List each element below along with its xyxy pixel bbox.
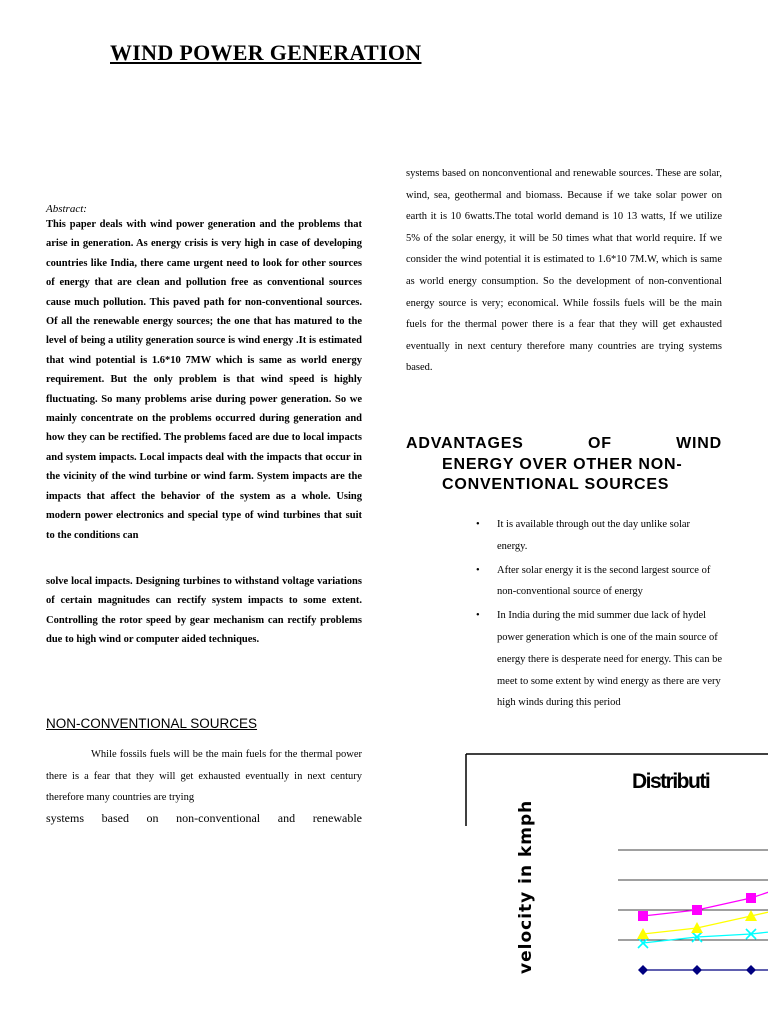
right-column-paragraph: systems based on nonconventional and renewable sources. These are solar, wind, sea, geothermal and biomass. Because if we take solar power on earth it is 10 6watts.The total world demand is 10 13 watts, If we utilize 5% of the solar energy, it will be 50 times what that world require. If we consider the wind potential it is estimated to 1.6*10 7M.W, which is same as world energy consumption. So the development of non-conventional energy source is very; economical. While fossils fuels will be the main fuels for the thermal power there is a fear that they will get exhausted eventually in next century therefore many countries are trying systems based.	[406, 168, 722, 374]
data-point	[638, 911, 648, 921]
data-point	[746, 893, 756, 903]
chart-series	[637, 875, 768, 975]
advantages-heading-line1: ADVANTAGES OF WIND	[406, 435, 722, 452]
bullet-icon: •	[476, 564, 480, 576]
list-item	[470, 605, 722, 714]
advantages-heading	[406, 434, 722, 496]
chart-title: Distributi	[632, 770, 710, 793]
chart-gridlines	[618, 850, 768, 940]
list-item-text: In India during the mid summer due lack of hydel power generation which is one of the main source of energy there is desperate need for energy. This can be meet to some extent by wind energy as there are very high winds during this period	[497, 610, 722, 709]
list-item	[470, 560, 722, 604]
list-item-text: After solar energy it is the second largest source of non-conventional source of energy	[497, 564, 711, 598]
data-point	[638, 965, 648, 975]
nonconventional-last-line: systems based on non-conventional and renewable	[46, 811, 362, 825]
data-point	[692, 965, 702, 975]
nonconventional-body: While fossils fuels will be the main fuels for the thermal power there is a fear that they will get exhausted eventually in next century therefore many countries are trying	[46, 749, 362, 803]
wind-distribution-chart	[462, 740, 768, 1024]
advantages-heading-line2: ENERGY OVER OTHER NON-	[442, 455, 683, 473]
advantages-heading-line3: CONVENTIONAL SOURCES	[442, 476, 670, 493]
data-point	[746, 965, 756, 975]
abstract-text: This paper deals with wind power generation and the problems that arise in generation. As energy crisis is very high in case of developing countries like India, there came urgent need to look for other sources of energy that are clean and pollution free as conventional sources cause much pollution. This paved path for non-conventional sources. Of all the renewable energy sources; the one that has matured to the level of being a utility generation source is wind energy .It is estimated that wind potential is 1.6*10 7MW which is same as world energy requirement. But the only problem is that wind speed is highly fluctuating. So many problems arise during power generation. So we mainly concentrate on the problems occurred during generation and how they can be rectified. The problems faced are due to local impacts and system impacts. Local impacts deal with the impacts that occur in the vicinity of the wind turbine or wind farm. System impacts are the impacts that affect the behavior of the system as a whole. Using modern power electronics and special type of wind turbines that suit to the conditions can	[46, 219, 362, 541]
document-title: WIND POWER GENERATION	[110, 40, 422, 65]
bullet-icon: •	[476, 519, 480, 530]
abstract-label: Abstract:	[46, 203, 87, 215]
chart-ylabel: velocity in kmph	[516, 799, 536, 974]
list-item	[470, 514, 722, 558]
list-item-text: It is available through out the day unlike solar energy.	[497, 519, 691, 552]
advantages-list	[470, 514, 722, 716]
bullet-icon: •	[476, 610, 480, 622]
abstract-continued: solve local impacts. Designing turbines to withstand voltage variations of certain magnitudes can rectify system impacts to some extent. Controlling the rotor speed by gear mechanism can rectify problems due to high wind or computer aided techniques.	[46, 576, 362, 646]
data-point	[692, 905, 702, 915]
nonconventional-heading: NON-CONVENTIONAL SOURCES	[46, 716, 258, 731]
